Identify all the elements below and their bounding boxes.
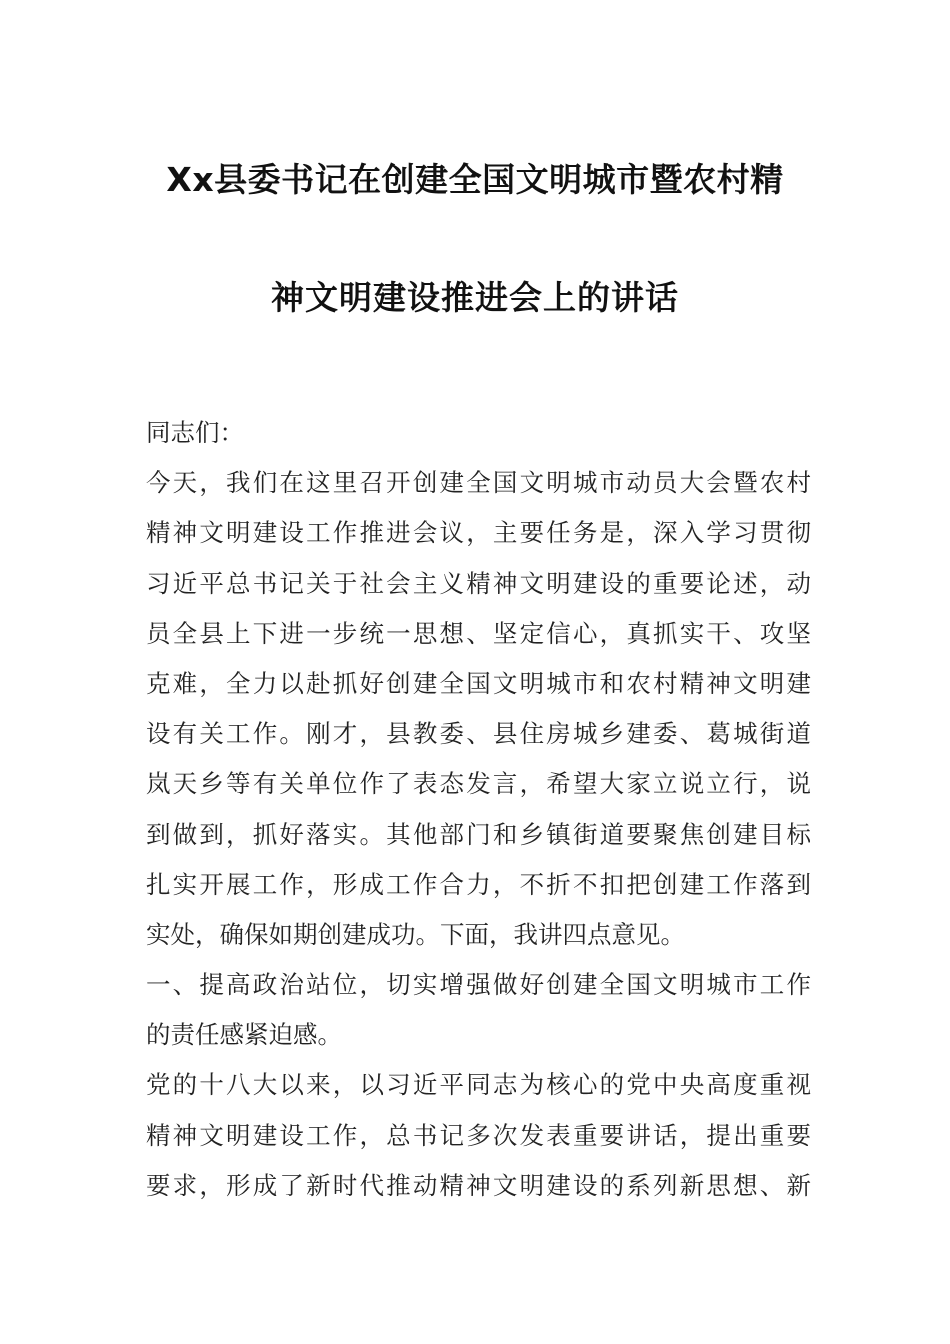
salutation: 同志们： [146,418,244,447]
body-line: 精神文明建设工作，总书记多次发表重要讲话，提出重要 [146,1120,811,1150]
body-line: 要求，形成了新时代推动精神文明建设的系列新思想、新 [146,1170,811,1200]
body-line: 实处，确保如期创建成功。下面，我讲四点意见。 [146,919,685,949]
body-line: 岚天乡等有关单位作了表态发言，希望大家立说立行，说 [146,769,811,799]
document-title-line-1: Xx县委书记在创建全国文明城市暨农村精 [166,160,784,199]
body-line: 今天，我们在这里召开创建全国文明城市动员大会暨农村 [146,468,811,498]
document-body [146,408,811,1211]
body-line: 设有关工作。刚才，县教委、县住房城乡建委、葛城街道 [146,719,811,749]
body-line: 员全县上下进一步统一思想、坚定信心，真抓实干、攻坚 [146,618,811,648]
document-title-line-2: 神文明建设推进会上的讲话 [271,278,679,317]
body-line: 精神文明建设工作推进会议，主要任务是，深入学习贯彻 [146,518,811,548]
body-line: 克难，全力以赴抓好创建全国文明城市和农村精神文明建 [146,668,811,698]
section-heading-line: 一、提高政治站位，切实增强做好创建全国文明城市工作 [146,970,811,1000]
body-line: 习近平总书记关于社会主义精神文明建设的重要论述，动 [146,568,811,598]
body-line: 到做到，抓好落实。其他部门和乡镇街道要聚焦创建目标 [146,819,811,849]
body-line: 党的十八大以来，以习近平同志为核心的党中央高度重视 [146,1070,811,1100]
section-heading-line: 的责任感紧迫感。 [146,1020,342,1050]
body-line: 扎实开展工作，形成工作合力，不折不扣把创建工作落到 [146,869,811,899]
